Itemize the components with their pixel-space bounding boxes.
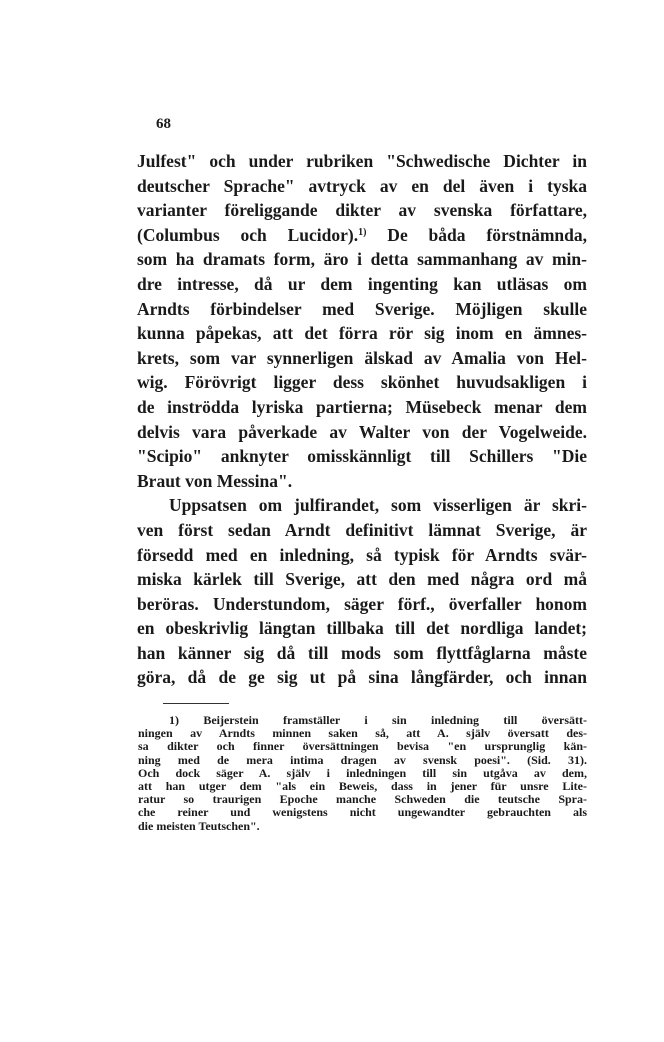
body-line: de inströdda lyriska partierna; Müsebeck menar dem <box>137 396 587 417</box>
body-line: Arndts förbindelser med Sverige. Möjligen skulle <box>137 298 587 319</box>
footnote-line: ning med de mera intima dragen av svensk poesi". (Sid. 31). <box>138 752 587 767</box>
body-line: göra, då de ge sig ut på sina långfärder, och innan <box>137 667 587 688</box>
page-number: 68 <box>156 116 171 132</box>
body-text <box>137 149 587 690</box>
body-line: beröras. Understundom, säger förf., överfaller honom <box>137 593 587 614</box>
body-line: kunna påpekas, att det förra rör sig inom en ämnes- <box>137 323 587 344</box>
footnote-line: 1) Beijerstein framställer i sin inledning till översätt- <box>169 713 587 727</box>
footnote-divider <box>163 703 229 704</box>
footnote-line: ningen av Arndts minnen saken så, att A. själv översatt des- <box>138 726 587 741</box>
footnote-line: che reiner und wenigstens nicht ungewandter gebrauchten als <box>138 805 587 820</box>
body-line-with-footnote-ref <box>137 223 587 248</box>
body-line: Julfest" och under rubriken "Schwedische Dichter in <box>137 151 587 171</box>
body-line: försedd med en inledning, så typisk för Arndts svär- <box>137 544 587 565</box>
footnote-reference[interactable]: 1) <box>358 226 367 238</box>
body-line: Uppsatsen om julfirandet, som visserligen är skri- <box>169 495 587 516</box>
body-line: varianter föreliggande dikter av svenska författare, <box>137 200 587 221</box>
body-line: krets, som var synnerligen älskad av Amalia von Hel- <box>137 347 587 368</box>
body-line: wig. Förövrigt ligger dess skönhet huvudsakligen i <box>137 372 587 393</box>
body-line: deutscher Sprache" avtryck av en del även i tyska <box>137 175 587 196</box>
body-line: en obeskrivlig längtan tillbaka till det nordliga landet; <box>137 618 587 639</box>
body-line-tail: De båda förstnämnda, <box>366 224 587 245</box>
body-line: han känner sig då till mods som flyttfåglarna måste <box>137 642 587 663</box>
body-line: delvis vara påverkade av Walter von der Vogelweide. <box>137 421 587 442</box>
body-line: som ha dramats form, äro i detta sammanhang av min- <box>137 249 587 270</box>
footnote-line: Och dock säger A. själv i inledningen till sin utgåva av dem, <box>138 765 587 780</box>
body-line: ven först sedan Arndt definitivt lämnat Sverige, är <box>137 519 587 540</box>
body-line: Braut von Messina". <box>137 470 293 491</box>
footnote <box>138 714 587 833</box>
footnote-line: ratur so traurigen Epoche manche Schweden die teutsche Spra- <box>138 792 587 807</box>
footnote-line: att han utger dem "als ein Beweis, dass in jener für unsre Lite- <box>138 778 587 793</box>
body-line: miska kärlek till Sverige, att den med några ord må <box>137 569 587 590</box>
footnote-line: die meisten Teutschen". <box>138 818 260 833</box>
body-line-text: (Columbus och Lucidor). <box>137 224 359 245</box>
footnote-line: sa dikter och finner översättningen bevisa "en ursprunglig kän- <box>138 739 587 754</box>
body-line: dre intresse, då ur dem ingenting kan utläsas om <box>137 273 587 294</box>
body-line: "Scipio" anknyter omisskännligt till Schillers "Die <box>137 446 587 467</box>
